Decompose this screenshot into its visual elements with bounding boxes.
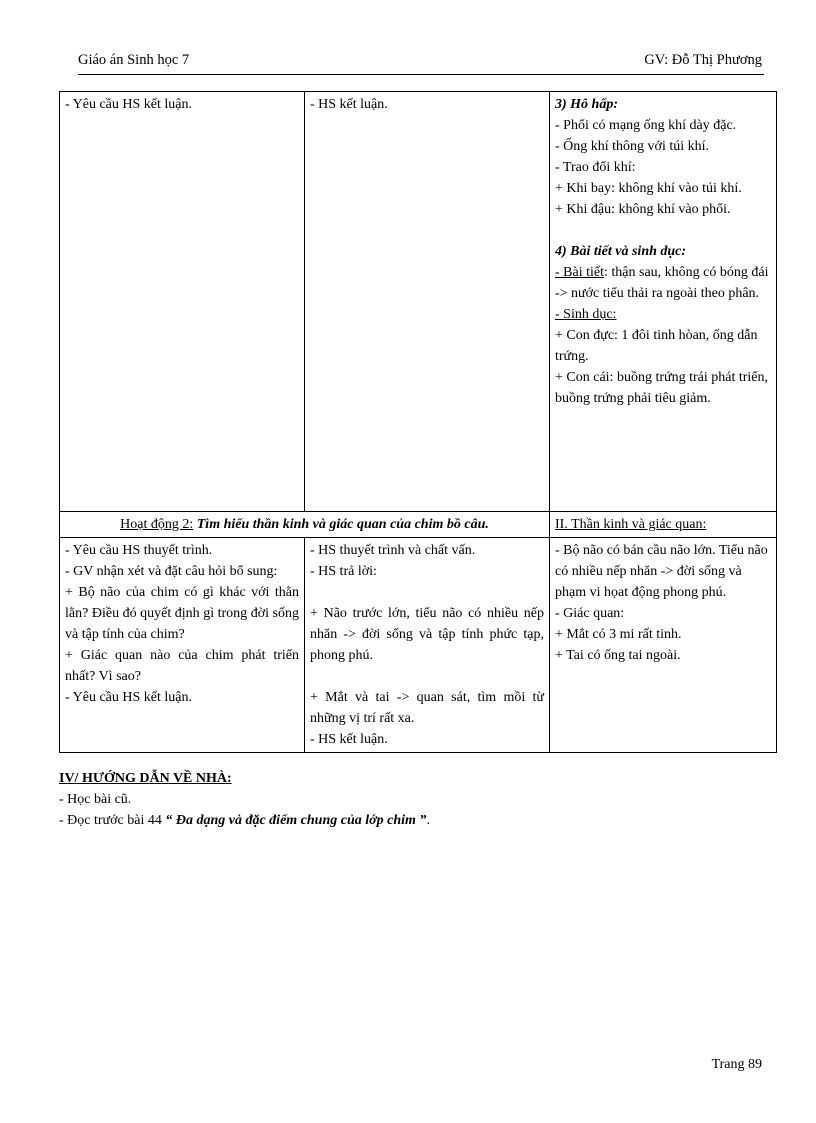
list-item: - Phổi có mạng ống khí dày đặc. — [555, 118, 737, 133]
content-cell — [550, 92, 777, 512]
page-header — [78, 50, 764, 75]
teacher-activity-cell — [60, 92, 305, 512]
list-item: - Yêu cầu HS thuyết trình. — [65, 543, 213, 558]
list-item: - Học bài cũ. — [59, 792, 132, 807]
list-item: - HS kết luận. — [310, 732, 388, 747]
list-item: - Trao đổi khí: — [555, 160, 636, 175]
table-row — [60, 538, 777, 753]
activity-header-row — [60, 512, 777, 538]
header-teacher: GV: Đỗ Thị Phương — [644, 52, 762, 68]
excretion-text: : thận sau, không có bóng đái -> nước tiểu thải ra ngoài theo phân. — [555, 265, 769, 301]
list-item: + Khi bay: không khí vào túi khí. — [555, 181, 742, 196]
list-item: - Giác quan: — [555, 606, 625, 621]
student-activity-text: - HS kết luận. — [310, 97, 388, 112]
list-item — [59, 810, 777, 831]
list-item: - Ống khí thông với túi khí. — [555, 139, 710, 154]
header-subject: Giáo án Sinh học 7 — [78, 52, 190, 68]
section-title-cell — [550, 512, 777, 538]
list-item: - Yêu cầu HS kết luận. — [65, 690, 192, 705]
student-activity-cell — [305, 538, 550, 753]
reproduction-label: - Sinh dục: — [555, 307, 617, 322]
activity-label: Hoạt động 2: — [120, 517, 194, 532]
list-item: + Con đực: 1 đôi tinh hòan, ống dẫn trứng. — [555, 328, 758, 364]
student-activity-cell — [305, 92, 550, 512]
list-item: + Tai có ống tai ngoài. — [555, 648, 681, 663]
list-item: + Khi đậu: không khí vào phổi. — [555, 202, 731, 217]
teacher-activity-cell — [60, 538, 305, 753]
list-item: + Con cái: buồng trứng trái phát triển, buồng trứng phải tiêu giảm. — [555, 370, 768, 406]
respiration-title: 3) Hô hấp: — [555, 97, 618, 112]
excretion-title: 4) Bài tiết và sinh dục: — [555, 244, 687, 259]
list-item: - GV nhận xét và đặt câu hỏi bổ sung: — [65, 564, 278, 579]
activity-title-cell — [60, 512, 550, 538]
list-item: + Mắt và tai -> quan sát, tìm mồi từ những vị trí rất xa. — [310, 690, 544, 726]
list-item: + Mắt có 3 mi rất tinh. — [555, 627, 682, 642]
content-cell — [550, 538, 777, 753]
homework-title: IV/ HƯỚNG DẪN VỀ NHÀ: — [59, 771, 232, 786]
list-item: - Bộ não có bán cầu não lớn. Tiểu não có nhiều nếp nhăn -> đời sống và phạm vi họat động phong phú. — [555, 543, 768, 600]
next-lesson-suffix: . — [426, 813, 430, 828]
next-lesson-prefix: - Đọc trước bài 44 — [59, 813, 166, 828]
list-item: + Giác quan nào của chim phát triển nhất? Vì sao? — [65, 648, 299, 684]
excretion-label: - Bài tiết — [555, 265, 604, 280]
table-row — [60, 92, 777, 512]
lesson-table — [59, 91, 777, 753]
list-item: + Não trước lớn, tiểu não có nhiều nếp nhăn -> đời sống và tập tính phức tạp, phong phú. — [310, 606, 544, 663]
list-item: - HS trả lời: — [310, 564, 377, 579]
next-lesson-title: “ Đa dạng và đặc điểm chung của lớp chim ” — [165, 813, 427, 828]
list-item — [555, 262, 771, 304]
teacher-activity-text: - Yêu cầu HS kết luận. — [65, 97, 192, 112]
list-item: + Bộ não của chim có gì khác với thằn lằn? Điều đó quyết định gì trong đời sống và tập tính của chim? — [65, 585, 299, 642]
list-item: - HS thuyết trình và chất vấn. — [310, 543, 476, 558]
activity-title: Tìm hiểu thần kinh và giác quan của chim bồ câu. — [193, 517, 489, 532]
section-title: II. Thần kinh và giác quan: — [555, 517, 707, 532]
homework-section — [59, 768, 777, 831]
page-number: Trang 89 — [711, 1057, 762, 1072]
